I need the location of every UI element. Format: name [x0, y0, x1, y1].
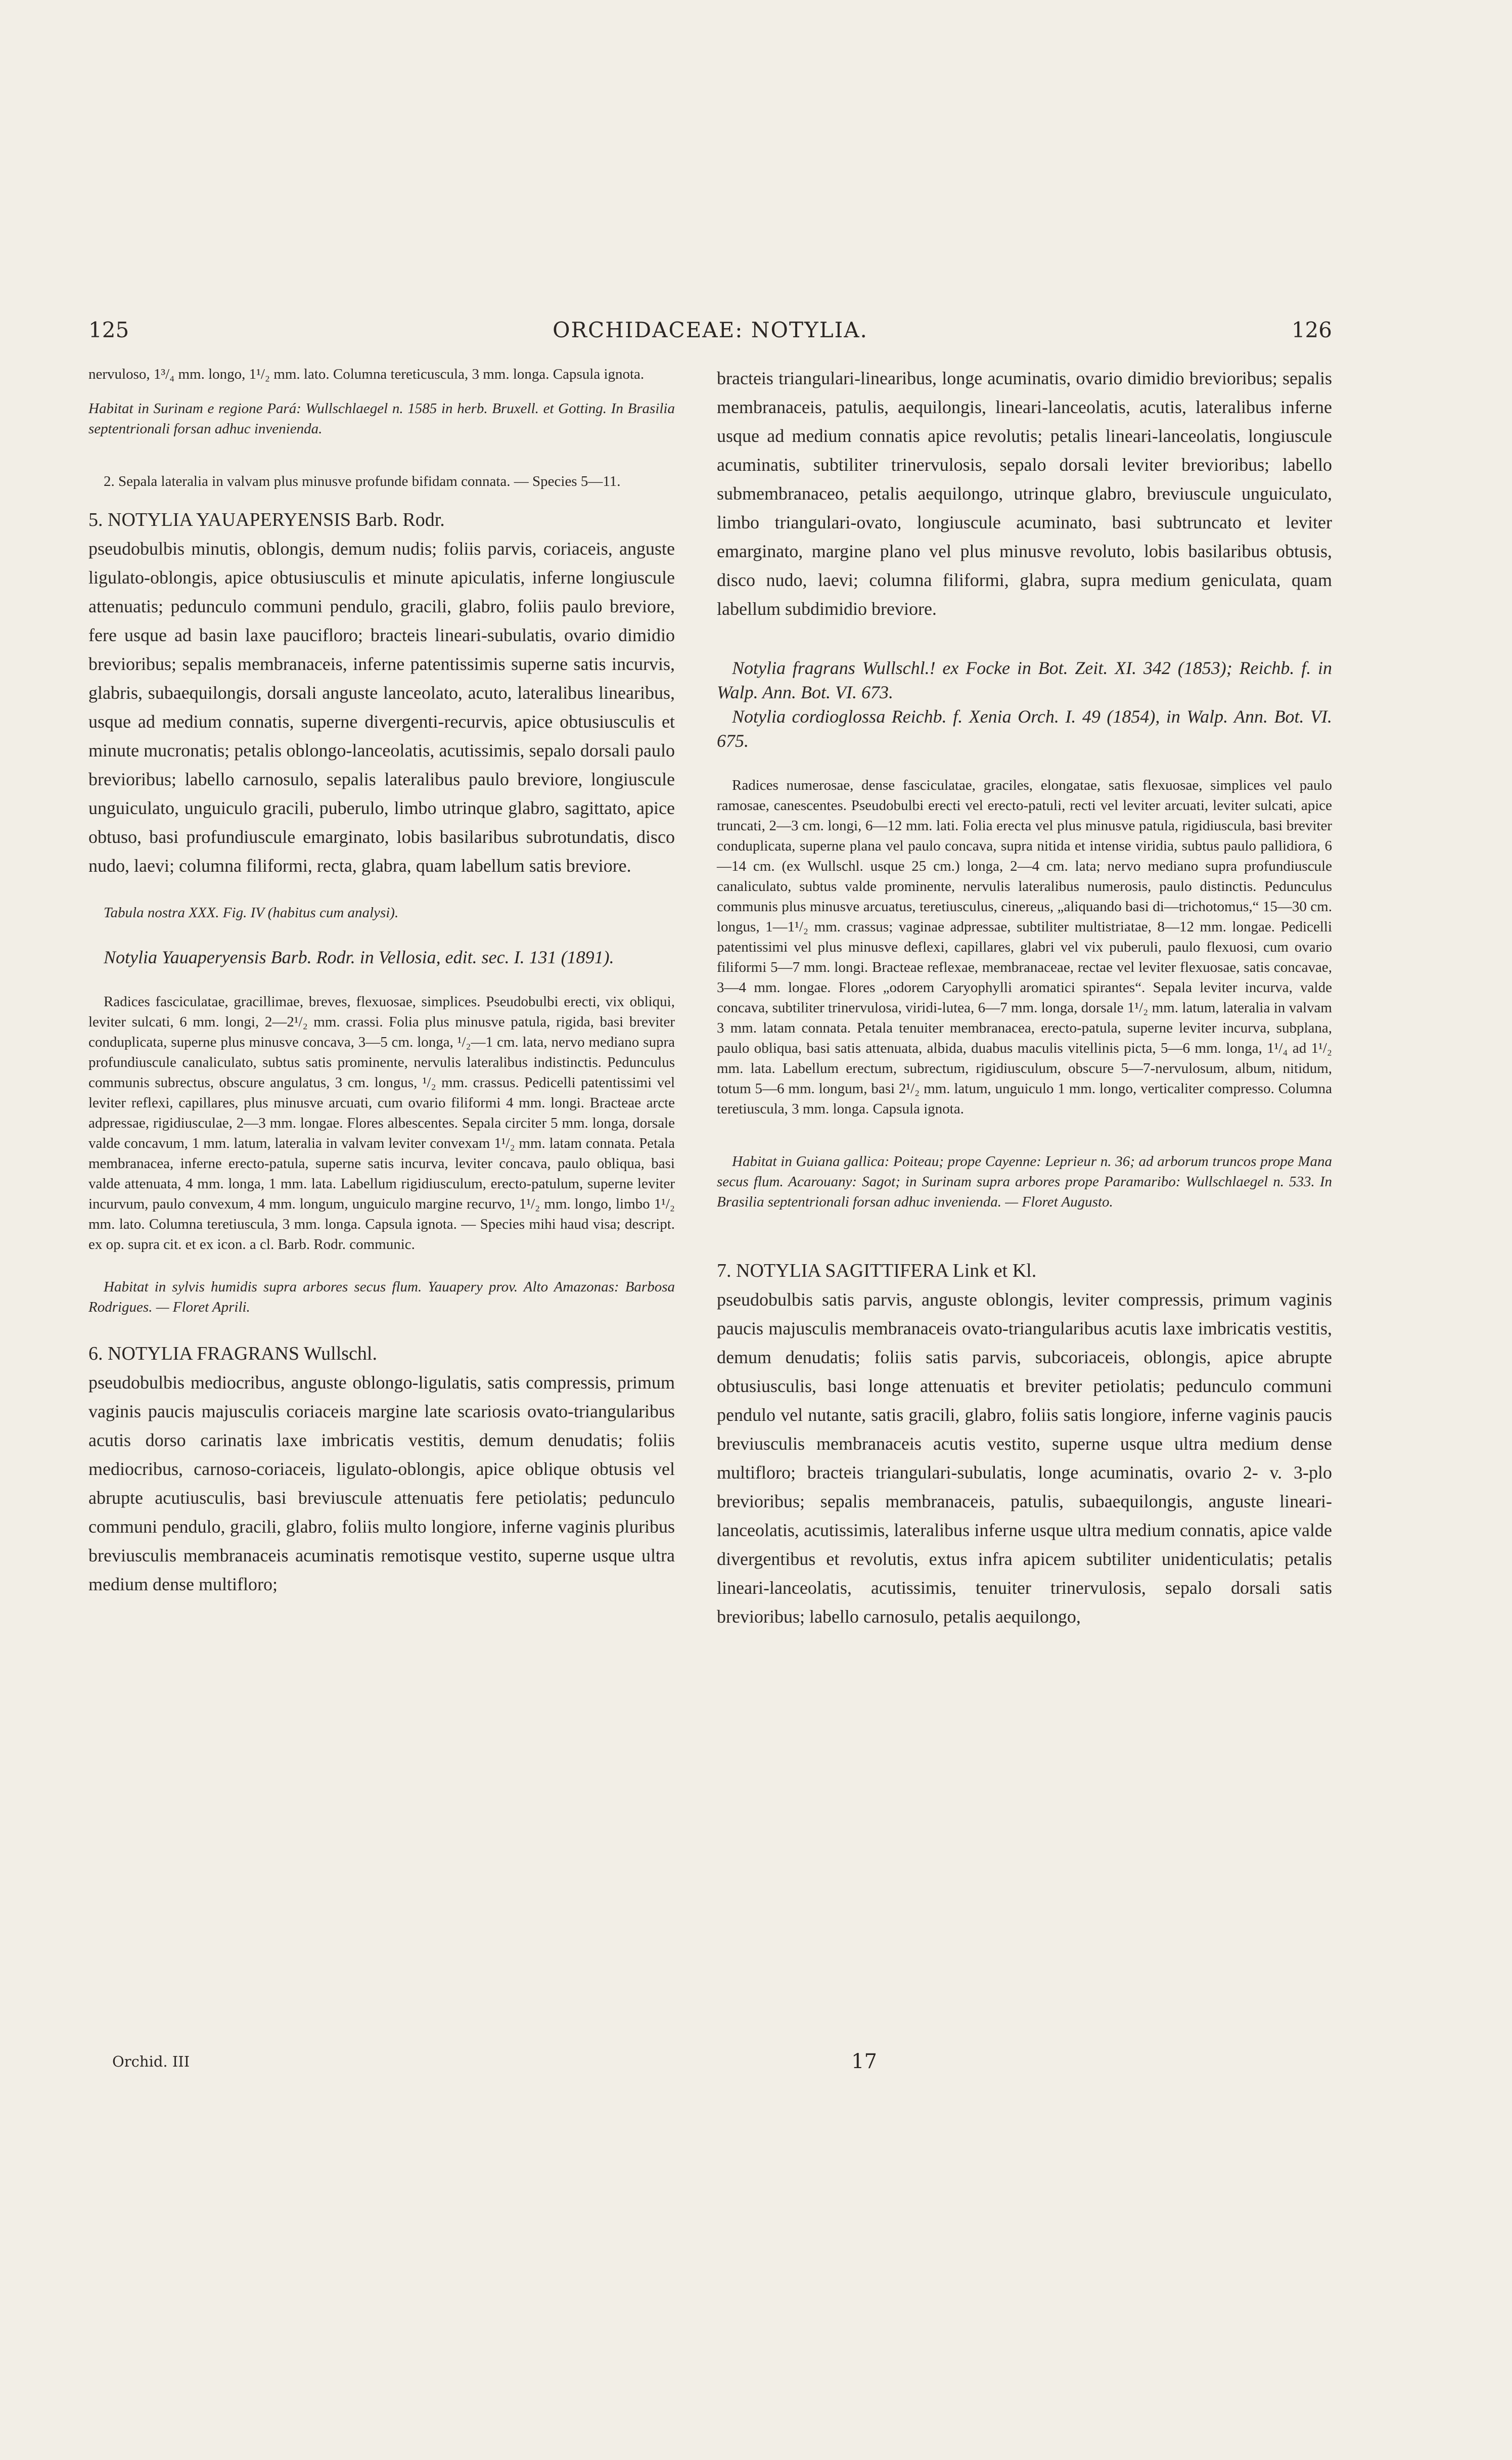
species-6-citation-2: Notylia cordioglossa Reichb. f. Xenia Orch. I. 49 (1854), in Walp. Ann. Bot. VI. 675. [717, 706, 1332, 751]
right-column [717, 364, 1332, 1631]
species-7-heading: 7. NOTYLIA SAGITTIFERA Link et Kl. [717, 1260, 1037, 1281]
continuation-paragraph: nervuloso, 1³/₄ mm. longo, 1¹/₂ mm. lato. Columna tereticuscula, 3 mm. longa. Capsula ignota. [88, 366, 645, 382]
species-5-plate: Tabula nostra XXX. Fig. IV (habitus cum analysi). [104, 905, 399, 921]
habitat-paragraph: Habitat in Surinam e regione Pará: Wullschlaegel n. 1585 in herb. Bruxell. et Gotting. In Brasilia septentrionali forsan adhuc invenienda. [88, 400, 675, 437]
signature-mark: Orchid. III [112, 2053, 190, 2070]
species-7-description: pseudobulbis satis parvis, anguste oblongis, leviter compressis, primum vaginis paucis majusculis membranaceis ovato-triangularibus acutis laxe imbricatis vestitis, demum denudatis; foliis satis parvis, subcoriaceis, oblongis, apice abrupte obtusiusculis, basi longe attenuatis et breviter petiolatis; pedunculo communi pendulo vel nutante, satis gracili, glabro, foliis satis longiore, inferne vaginis paucis breviusculis membranaceis acutis vestito, superne usque ultra medium dense multifloro; bracteis triangulari-subulatis, longe acuminatis, ovario 2- v. 3-plo brevioribus; sepalis membranaceis, patulis, subaequilongis, anguste lineari-lanceolatis, acutissimis, lateralibus inferne usque ultra medium connatis, apice valde divergentibus et revolutis, extus infra apicem subtiliter unidenticulatis; petalis lineari-lanceolatis, acutissimis, tenuiter trinervulosis, sepalo dorsali satis brevioribus; labello carnosulo, petalis aequilongo, [717, 1289, 1332, 1627]
species-5-description: pseudobulbis minutis, oblongis, demum nudis; foliis parvis, coriaceis, anguste ligulato-oblongis, apice obtusiusculis et minute apiculatis, inferne longiuscule attenuatis; pedunculo communi pendulo, gracili, glabro, foliis paulo breviore, fere usque ad basin laxe paucifloro; bracteis lineari-subulatis, ovario dimidio brevioribus; sepalis membranaceis, inferne patentissimis superne satis incurvis, glabris, subaequilongis, dorsali anguste lanceolato, acuto, lateralibus linearibus, usque ad medium connatis, superne divergenti-recurvis, apice obtusiusculis et minute mucronatis; petalis oblongo-lanceolatis, acutissimis, sepalo dorsali paulo brevioribus; labello carnosulo, sepalis lateralibus paulo breviore, longiuscule unguiculato, unguiculo gracili, puberulo, limbo utrinque glabro, sagittato, apice obtuso, basi profundiuscule emarginato, lobis basilaribus subrotundatis, disco nudo, laevi; columna filiformi, recta, glabra, quam labellum satis breviore. [88, 539, 675, 876]
running-header [88, 318, 1332, 353]
page-number-left: 125 [88, 318, 129, 342]
species-6-description: pseudobulbis mediocribus, anguste oblongo-ligulatis, satis compressis, primum vaginis paucis majusculis coriaceis margine late scariosis ovato-triangularibus acutis dorso carinatis laxe imbricatis vestitis, demum denudatis; foliis mediocribus, carnoso-coriaceis, ligulato-oblongis, apice oblique obtusis vel abrupte acutiusculis, basi breviuscule attenuatis fere petiolatis; pedunculo communi pendulo, gracili, glabro, foliis multo longiore, inferne vaginis pluribus breviusculis membranaceis acuminatis remotisque vestito, superne usque ultra medium dense multifloro; [88, 1372, 675, 1594]
species-6-citation-1: Notylia fragrans Wullschl.! ex Focke in Bot. Zeit. XI. 342 (1853); Reichb. f. in Walp. Ann. Bot. VI. 673. [717, 658, 1332, 702]
species-6-description-continued: bracteis triangulari-linearibus, longe acuminatis, ovario dimidio brevioribus; sepalis membranaceis, patulis, aequilongis, lineari-lanceolatis, acutis, lateralibus inferne usque ad medium connatis apice revolutis; petalis lineari-lanceolatis, longiuscule acuminatis, subtiliter trinervulosis, sepalo dorsali leviter brevioribus; labello submembranaceo, petalis aequilongo, utrinque glabro, breviuscule unguiculato, limbo triangulari-ovato, longiuscule acuminato, basi subtruncato et leviter emarginato, margine plano vel plus minusve revoluto, lobis basilaribus obtusis, disco nudo, laevi; columna filiformi, glabra, supra medium geniculata, quam labellum subdimidio breviore. [717, 368, 1332, 619]
species-5-habitat: Habitat in sylvis humidis supra arbores secus flum. Yauapery prov. Alto Amazonas: Barbosa Rodrigues. — Floret Aprili. [88, 1279, 675, 1315]
species-6-heading: 6. NOTYLIA FRAGRANS Wullschl. [88, 1343, 377, 1364]
species-6-notes: Radices numerosae, dense fasciculatae, graciles, elongatae, satis flexuosae, simplices vel paulo ramosae, canescentes. Pseudobulbi erecti vel erecto-patuli, recti vel leviter arcuati, leviter sulcati, apice truncati, 2—3 cm. longi, 6—12 mm. lati. Folia erecta vel plus minusve patula, rigidiuscula, basi breviter conduplicata, superne plana vel paulo concava, supra nitida et intense viridia, subtus paulo pallidiora, 6—14 cm. (ex Wullschl. usque 25 cm.) longa, 2—4 cm. lata; nervo mediano supra profundiuscule canaliculato, subtus valde prominente, nervulis lateralibus numerosis, paulo distinctis. Pedunculus communis plus minusve arcuatus, teretiusculus, cinereus, „aliquando basi di—trichotomus,“ 15—30 cm. longus, 1—1¹/₂ mm. crassus; vaginae adpressae, subtiliter multistriatae, 8—12 mm. longae. Pedicelli patentissimi vel plus minusve deflexi, capillares, glabri vel vix puberuli, paulo flexuosi, cum ovario filiformi 5—7 mm. longi. Bracteae reflexae, membranaceae, rectae vel leviter flexuosae, satis concavae, 3—4 mm. longae. Flores „odorem Caryophylli aromatici spirantes“. Sepala leviter incurva, valde concava, subtiliter trinervulosa, viridi-lutea, 6—7 mm. longa, dorsale 1¹/₂ mm. latum, lateralia in valvam 3 mm. latam connata. Petala tenuiter membranacea, erecto-patula, superne leviter incurva, subplana, paulo obliqua, basi satis attenuata, albida, duabus maculis vitellinis picta, 5—6 mm. longa, 1¹/₄ ad 1¹/₂ mm. lata. Labellum erectum, subrectum, rigidiusculum, obscure 5—7-nervulosum, album, nitidum, totum 5—6 mm. longum, basi 2¹/₂ mm. latum, unguiculo 1 mm. longo, verticaliter compresso. Columna teretiuscula, 3 mm. longa. Capsula ignota. [717, 777, 1332, 1117]
running-title: ORCHIDACEAE: NOTYLIA. [553, 318, 868, 342]
sheet-number: 17 [851, 2050, 877, 2073]
page-number-right: 126 [1291, 318, 1332, 342]
species-6-habitat: Habitat in Guiana gallica: Poiteau; prope Cayenne: Leprieur n. 36; ad arborum truncos prope Mana secus flum. Acarouany: Sagot; in Surinam supra arbores prope Paramaribo: Wullschlaegel n. 533. In Brasilia septentrionali forsan adhuc invenienda. — Floret Augusto. [717, 1153, 1332, 1210]
left-column [88, 364, 675, 1599]
page-footer [112, 2050, 1300, 2083]
species-5-heading: 5. NOTYLIA YAUAPERYENSIS Barb. Rodr. [88, 509, 445, 530]
species-5-citation: Notylia Yauaperyensis Barb. Rodr. in Vellosia, edit. sec. I. 131 (1891). [104, 947, 614, 967]
section-key: 2. Sepala lateralia in valvam plus minusve profunde bifidam connata. — Species 5—11. [104, 473, 621, 489]
species-5-notes: Radices fasciculatae, gracillimae, breves, flexuosae, simplices. Pseudobulbi erecti, vix obliqui, leviter sulcati, 6 mm. longi, 2—2¹/₂ mm. crassi. Folia plus minusve patula, rigida, basi breviter conduplicata, superne plus minusve concava, 3—5 cm. longa, ¹/₂—1 cm. lata, nervo mediano supra profundiuscule canaliculato, subtus satis prominente, nervulis lateralibus indistinctis. Pedunculus communis subrectus, obscure angulatus, 3 cm. longus, ¹/₂ mm. crassus. Pedicelli patentissimi vel leviter reflexi, capillares, plus minusve arcuati, cum ovario filiformi 4 mm. longi. Bracteae arcte adpressae, rigidiusculae, 2—3 mm. longae. Flores albescentes. Sepala circiter 5 mm. longa, dorsale valde concavum, 1 mm. latum, lateralia in valvam leviter convexam 1¹/₂ mm. latam connata. Petala membranacea, inferne erecto-patula, superne satis incurva, leviter concava, paulo obliqua, basi valde attenuata, 4 mm. longa, 1 mm. lata. Labellum rigidiusculum, erecto-patulum, superne leviter incurvum, paulo convexum, 4 mm. longum, unguiculo margine recurvo, 1¹/₂ mm. longo, limbo 1¹/₂ mm. lato. Columna teretiuscula, 3 mm. longa. Capsula ignota. — Species mihi haud visa; descript. ex op. supra cit. et ex icon. a cl. Barb. Rodr. communic. [88, 994, 675, 1253]
